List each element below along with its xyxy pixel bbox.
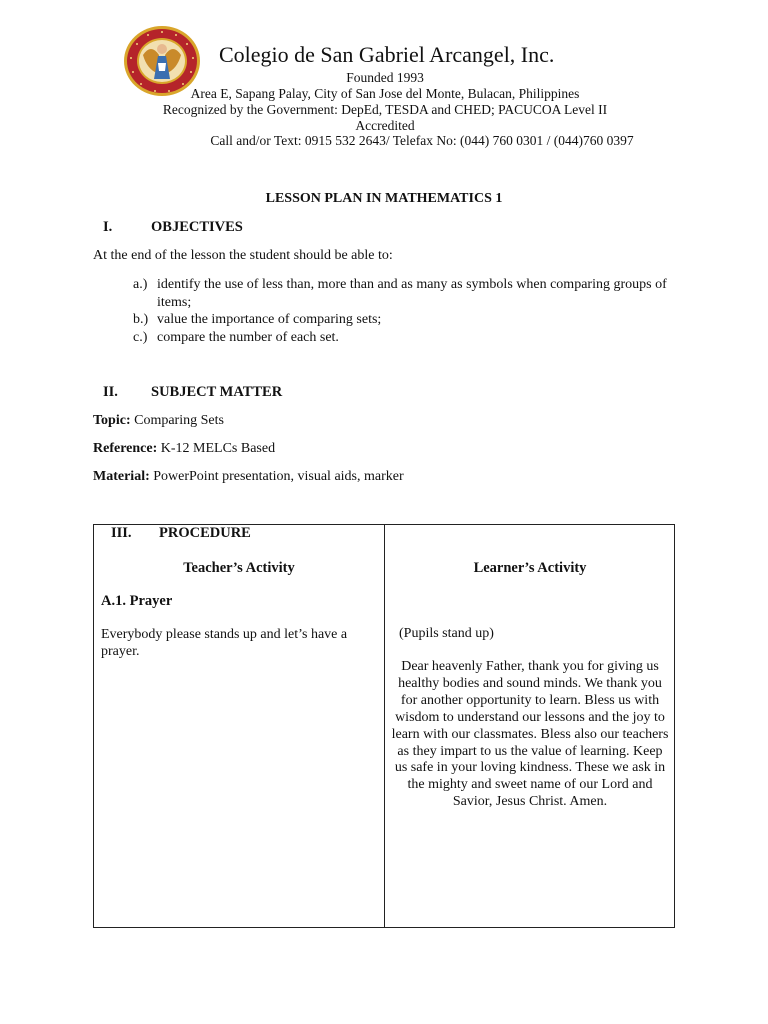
contact-line: Call and/or Text: 0915 532 2643/ Telefax No: (044) 760 0301 / (044)760 0397 — [210, 133, 634, 148]
prayer-text: Dear heavenly Father, thank you for giving us healthy bodies and sound minds. We thank you for another opportunity to learn. Bless us with wisdom to understand our lessons and the joy to learn with our classmates. Bless also our teachers as they impart to us the value of learning. Keep us safe in your loving kindness. These we ask in the mighty and sweet name of our Lord and Savior, Jesus Christ. Amen. — [391, 659, 669, 810]
school-name: Colegio de San Gabriel Arcangel, Inc. — [219, 42, 555, 67]
subject-matter-heading — [103, 384, 282, 401]
objective-text: compare the number of each set. — [157, 329, 339, 345]
teacher-activity-header: Teacher’s Activity — [183, 560, 295, 576]
section-title: PROCEDURE — [159, 525, 251, 541]
material-field — [93, 469, 404, 485]
material-value: PowerPoint presentation, visual aids, marker — [153, 469, 404, 484]
objective-text: identify the use of less than, more than and as many as symbols when comparing groups of items; — [157, 277, 667, 310]
reference-field — [93, 441, 275, 457]
list-marker: b.) — [133, 312, 149, 327]
procedure-table — [93, 524, 675, 928]
school-address: Area E, Sapang Palay, City of San Jose del Monte, Bulacan, Philippines — [190, 86, 580, 101]
accredited-line: Accredited — [355, 118, 415, 133]
section-number: II. — [103, 384, 118, 400]
list-marker: a.) — [133, 277, 148, 292]
learner-activity-header: Learner’s Activity — [473, 560, 587, 576]
objectives-list — [133, 276, 673, 346]
objectives-heading — [103, 219, 243, 236]
topic-field — [93, 413, 224, 429]
section-title: OBJECTIVES — [151, 219, 243, 235]
section-number: III. — [111, 525, 132, 541]
section-title: SUBJECT MATTER — [151, 384, 283, 400]
list-item — [133, 311, 673, 329]
lesson-plan-title: LESSON PLAN IN MATHEMATICS 1 — [265, 191, 503, 206]
founded-year: Founded 1993 — [346, 70, 424, 85]
list-item — [133, 276, 673, 311]
reference-value: K-12 MELCs Based — [160, 441, 276, 456]
list-item — [133, 329, 673, 347]
pupil-action: (Pupils stand up) — [399, 626, 494, 641]
topic-value: Comparing Sets — [134, 413, 224, 428]
list-marker: c.) — [133, 329, 148, 345]
reference-label: Reference: — [93, 441, 158, 456]
prayer-subheading: A.1. Prayer — [101, 593, 173, 609]
procedure-heading — [111, 525, 251, 542]
objective-text: value the importance of comparing sets; — [157, 312, 382, 327]
objectives-intro: At the end of the lesson the student should be able to: — [93, 248, 393, 263]
section-number: I. — [103, 219, 113, 235]
column-divider — [384, 525, 385, 927]
recognition-line: Recognized by the Government: DepEd, TESDA and CHED; PACUCOA Level II — [162, 102, 608, 117]
teacher-instruction: Everybody please stands up and let’s have a prayer. — [101, 627, 348, 659]
material-label: Material: — [93, 469, 150, 484]
topic-label: Topic: — [93, 413, 131, 428]
